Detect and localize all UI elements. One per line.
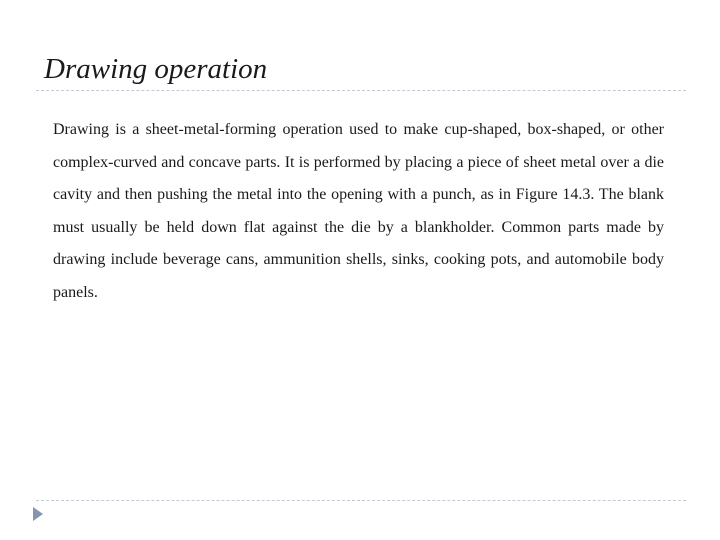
title-divider [36, 90, 686, 91]
body-paragraph: Drawing is a sheet-metal-forming operation used to make cup-shaped, box-shaped, or other complex-curved and concave parts. It is performed by placing a piece of sheet metal over a die cavity and then pushing the metal into the opening with a punch, as in Figure 14.3. The blank must usually be held down flat against the die by a blankholder. Common parts made by drawing include beverage cans, ammunition shells, sinks, cooking pots, and automobile body panels. [53, 121, 664, 301]
triangle-right-icon[interactable] [30, 504, 46, 524]
footer-divider [36, 500, 686, 501]
slide-title: Drawing operation [44, 53, 268, 85]
